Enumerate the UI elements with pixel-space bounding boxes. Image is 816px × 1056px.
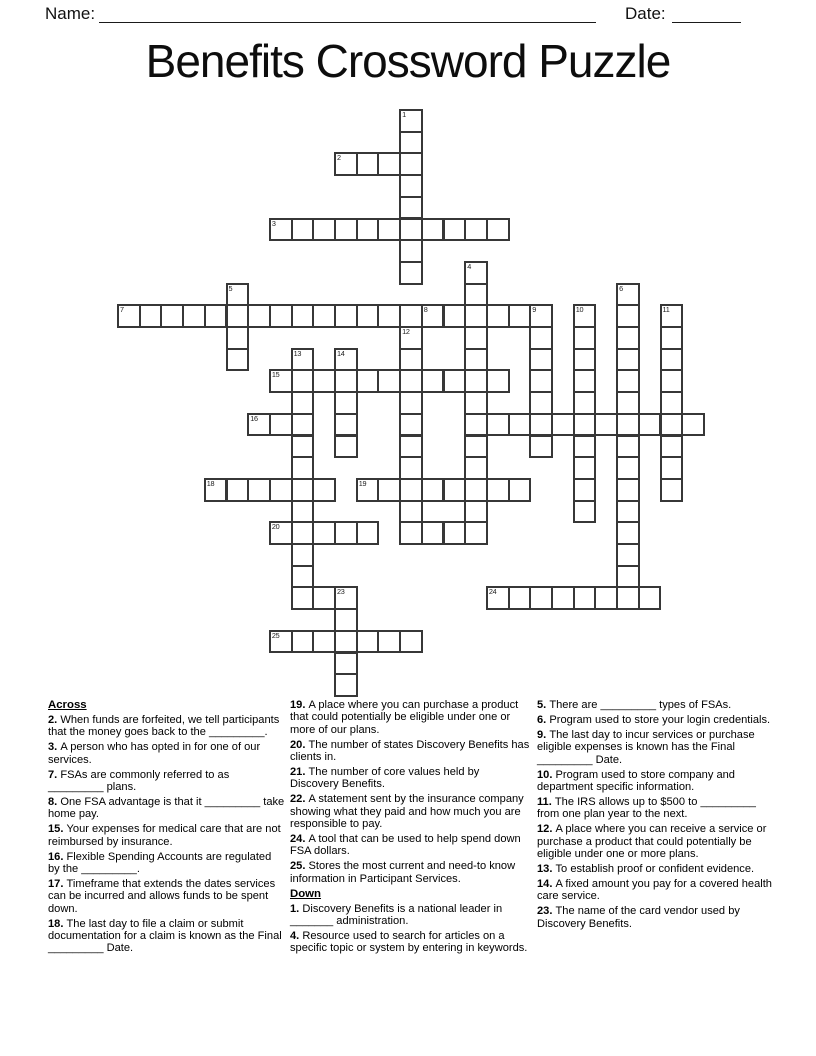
grid-cell	[508, 304, 532, 328]
grid-cell	[399, 521, 423, 545]
grid-cell-number: 24	[488, 587, 497, 597]
grid-cell	[529, 304, 553, 328]
grid-cell	[616, 521, 640, 545]
grid-cell	[356, 152, 380, 176]
grid-cell	[421, 304, 445, 328]
grid-cell-number: 18	[206, 478, 215, 488]
grid-cell-number: 5	[228, 283, 233, 293]
grid-cell	[660, 456, 684, 480]
grid-cell-number: 7	[120, 305, 124, 315]
clue-section-header: Down	[290, 887, 322, 900]
grid-cell	[291, 391, 315, 415]
grid-cell	[182, 304, 206, 328]
grid-cell	[334, 630, 358, 654]
clue: 18. The last day to file a claim or submit documentation for a claim is known as the Final _________ Date.	[48, 917, 282, 955]
grid-cell	[356, 218, 380, 242]
clue-number: 4.	[290, 930, 303, 942]
clue: 25. Stores the most current and need-to know information in Participant Services.	[290, 860, 516, 885]
clue-number: 23.	[537, 905, 556, 918]
grid-cell	[486, 586, 510, 610]
grid-cell	[334, 391, 358, 415]
grid-cell	[377, 304, 401, 328]
clue-number: 17.	[48, 877, 67, 890]
grid-cell	[356, 630, 380, 654]
grid-cell	[399, 304, 423, 328]
grid-cell	[464, 435, 488, 459]
clue: 19. A place where you can purchase a product that could potentially be eligible under one or more of our plans.	[290, 699, 519, 736]
grid-cell	[616, 283, 640, 307]
grid-cell	[616, 586, 640, 610]
grid-cell-number: 15	[271, 370, 280, 380]
grid-cell	[399, 500, 423, 524]
grid-cell	[226, 348, 250, 372]
grid-cell	[464, 326, 488, 350]
grid-cell	[160, 304, 184, 328]
clue-number: 18.	[48, 917, 67, 930]
grid-cell	[660, 326, 684, 350]
clue-number: 15.	[48, 823, 67, 836]
grid-cell	[312, 304, 336, 328]
clue-number: 22.	[290, 793, 309, 806]
grid-cell	[312, 478, 336, 502]
grid-cell	[399, 109, 423, 133]
grid-cell	[443, 304, 467, 328]
clue-number: 7.	[48, 768, 61, 781]
name-blank-line	[99, 22, 596, 23]
date-label: Date:	[625, 4, 666, 23]
grid-cell	[269, 630, 293, 654]
grid-cell	[399, 348, 423, 372]
grid-cell	[616, 348, 640, 372]
clue: 2. When funds are forfeited, we tell participants that the money goes back to the _________.	[48, 714, 280, 739]
clue: 21. The number of core values held by Discovery Benefits.	[290, 766, 480, 791]
clue: 22. A statement sent by the insurance company showing what they paid and how much you are responsible to pay.	[290, 793, 524, 831]
grid-cell	[377, 152, 401, 176]
grid-cell	[312, 630, 336, 654]
grid-cell	[291, 500, 315, 524]
grid-cell	[377, 369, 401, 393]
grid-cell-number: 13	[293, 348, 302, 358]
grid-cell	[269, 369, 293, 393]
grid-cell	[399, 413, 423, 437]
clue: 23. The name of the card vendor used by Discovery Benefits.	[537, 905, 740, 930]
grid-cell	[399, 630, 423, 654]
grid-cell	[443, 218, 467, 242]
grid-cell	[443, 478, 467, 502]
grid-cell	[616, 500, 640, 524]
grid-cell	[529, 435, 553, 459]
grid-cell	[443, 369, 467, 393]
grid-cell	[421, 218, 445, 242]
grid-cell	[204, 478, 228, 502]
grid-cell-number: 23	[337, 587, 345, 597]
clue-number: 24.	[290, 833, 309, 846]
grid-cell	[247, 304, 271, 328]
grid-cell	[399, 369, 423, 393]
grid-cell	[356, 478, 380, 502]
grid-cell	[399, 218, 423, 242]
grid-cell	[573, 413, 597, 437]
clue: 12. A place where you can receive a service or purchase a product that could potentially be eligible under one or more plans.	[537, 823, 767, 860]
grid-cell	[291, 565, 315, 589]
clue-number: 25.	[290, 860, 309, 873]
grid-cell	[616, 413, 640, 437]
grid-cell	[529, 413, 553, 437]
grid-cell-number: 1	[402, 110, 406, 119]
clue-number: 1.	[290, 902, 303, 915]
grid-cell	[226, 283, 250, 307]
grid-cell	[291, 413, 315, 437]
grid-cell	[312, 218, 336, 242]
grid-cell	[421, 478, 445, 502]
grid-cell	[399, 239, 423, 263]
grid-cell	[573, 478, 597, 502]
grid-cell	[660, 348, 684, 372]
grid-cell	[486, 478, 510, 502]
clue: 4. Resource used to search for articles on a specific topic or system by entering in keywords.	[290, 930, 528, 955]
clue: 17. Timeframe that extends the dates services can be incurred and allows funds to be spent down.	[48, 877, 276, 915]
grid-cell	[226, 326, 250, 350]
clue: 20. The number of states Discovery Benefits has clients in.	[290, 738, 530, 764]
grid-cell-number: 2	[337, 153, 341, 163]
clue-number: 12.	[537, 823, 556, 836]
grid-cell-number: 11	[662, 305, 670, 315]
clue-number: 2.	[48, 714, 61, 726]
grid-cell	[616, 369, 640, 393]
grid-cell	[573, 369, 597, 393]
clue: 7. FSAs are commonly referred to as _________ plans.	[48, 768, 230, 794]
grid-cell	[247, 413, 271, 437]
grid-cell	[269, 218, 293, 242]
grid-cell	[573, 435, 597, 459]
clue-number: 19.	[290, 699, 309, 711]
clue: 9. The last day to incur services or purchase eligible expenses is known has the Final _________ Date.	[537, 728, 755, 766]
clue: 6. Program used to store your login credentials.	[537, 713, 771, 726]
grid-cell	[464, 369, 488, 393]
grid-cell	[616, 391, 640, 415]
grid-cell	[616, 304, 640, 328]
clue: 16. Flexible Spending Accounts are regulated by the _________.	[48, 850, 272, 875]
grid-cell	[399, 326, 423, 350]
grid-cell	[660, 304, 684, 328]
grid-cell	[638, 586, 662, 610]
grid-cell	[616, 478, 640, 502]
grid-cell	[421, 369, 445, 393]
grid-cell	[334, 608, 358, 632]
grid-cell	[660, 478, 684, 502]
grid-cell	[226, 478, 250, 502]
clue-number: 14.	[537, 877, 556, 890]
grid-cell	[291, 543, 315, 567]
clue-section-header: Across	[48, 699, 87, 711]
grid-cell	[551, 413, 575, 437]
grid-cell-number: 3	[271, 218, 276, 228]
clue-number: 13.	[537, 862, 556, 875]
grid-cell	[529, 369, 553, 393]
grid-cell	[464, 391, 488, 415]
grid-cell	[312, 586, 336, 610]
clue-column	[290, 699, 531, 957]
grid-cell	[573, 326, 597, 350]
clue: 1. Discovery Benefits is a national leader in _______ administration.	[290, 902, 503, 928]
grid-cell	[464, 348, 488, 372]
grid-cell	[464, 283, 488, 307]
grid-cell	[399, 478, 423, 502]
clue: 3. A person who has opted in for one of our services.	[48, 741, 261, 766]
grid-cell	[247, 478, 271, 502]
grid-cell	[573, 586, 597, 610]
grid-cell	[443, 521, 467, 545]
grid-cell	[573, 348, 597, 372]
grid-cell	[594, 413, 618, 437]
grid-cell	[377, 218, 401, 242]
grid-cell	[291, 478, 315, 502]
grid-cell-number: 20	[271, 522, 280, 532]
grid-cell	[291, 435, 315, 459]
clue: 10. Program used to store company and department specific information.	[537, 768, 735, 793]
grid-cell	[660, 435, 684, 459]
grid-cell	[464, 456, 488, 480]
grid-cell-number: 19	[358, 478, 367, 488]
grid-cell	[529, 326, 553, 350]
grid-cell	[334, 218, 358, 242]
grid-cell	[660, 369, 684, 393]
grid-cell	[464, 218, 488, 242]
grid-cell-number: 8	[423, 305, 428, 315]
grid-cell	[291, 369, 315, 393]
grid-cell	[464, 261, 488, 285]
grid-cell-number: 14	[337, 348, 345, 358]
grid-cell	[334, 348, 358, 372]
grid-cell	[486, 413, 510, 437]
grid-cell	[399, 391, 423, 415]
clue-column	[48, 699, 286, 957]
clue-number: 20.	[290, 738, 309, 751]
grid-cell	[269, 478, 293, 502]
clue-number: 16.	[48, 850, 67, 863]
grid-cell	[312, 369, 336, 393]
grid-cell	[660, 413, 684, 437]
grid-cell	[291, 521, 315, 545]
grid-cell	[486, 304, 510, 328]
grid-cell	[616, 435, 640, 459]
grid-cell-number: 6	[619, 283, 623, 293]
grid-cell	[269, 413, 293, 437]
grid-cell	[681, 413, 705, 437]
grid-cell	[616, 456, 640, 480]
grid-cell	[573, 304, 597, 328]
grid-cell	[291, 218, 315, 242]
grid-cell-number: 9	[532, 305, 537, 315]
clue: 11. The IRS allows up to $500 to _________ from one plan year to the next.	[537, 795, 756, 821]
grid-cell	[334, 652, 358, 676]
grid-cell	[551, 586, 575, 610]
clue-number: 6.	[537, 713, 550, 726]
grid-cell	[616, 326, 640, 350]
clue-number: 10.	[537, 768, 556, 781]
grid-cell	[616, 543, 640, 567]
grid-cell	[377, 630, 401, 654]
clue: 15. Your expenses for medical care that are not reimbursed by insurance.	[48, 823, 281, 848]
grid-cell	[226, 304, 250, 328]
grid-cell	[312, 521, 336, 545]
grid-cell	[464, 500, 488, 524]
grid-cell	[291, 304, 315, 328]
grid-cell	[486, 369, 510, 393]
grid-cell-number: 16	[250, 413, 258, 423]
name-label: Name:	[45, 4, 96, 23]
clue-number: 11.	[537, 795, 555, 808]
grid-cell-number: 25	[271, 630, 280, 640]
grid-cell	[638, 413, 662, 437]
grid-cell	[573, 391, 597, 415]
grid-cell	[399, 131, 423, 155]
grid-cell	[291, 348, 315, 372]
grid-cell	[660, 391, 684, 415]
grid-cell	[291, 630, 315, 654]
grid-cell	[356, 521, 380, 545]
grid-cell	[334, 673, 358, 697]
clue-number: 21.	[290, 766, 309, 779]
grid-cell	[356, 304, 380, 328]
grid-cell	[117, 304, 141, 328]
grid-cell	[529, 391, 553, 415]
grid-cell-number: 4	[467, 261, 471, 271]
clue-number: 9.	[537, 728, 550, 741]
clue: 24. A tool that can be used to help spend down FSA dollars.	[290, 833, 521, 858]
grid-cell	[399, 152, 423, 176]
clue-number: 5.	[537, 699, 550, 711]
grid-cell	[464, 304, 488, 328]
grid-cell	[508, 586, 532, 610]
grid-cell	[464, 521, 488, 545]
grid-cell	[573, 500, 597, 524]
grid-cell	[508, 413, 532, 437]
grid-cell	[573, 456, 597, 480]
grid-cell	[616, 565, 640, 589]
grid-cell	[334, 586, 358, 610]
clue: 8. One FSA advantage is that it _________ take home pay.	[48, 795, 285, 821]
clue: 13. To establish proof or confident evidence.	[537, 862, 755, 875]
grid-cell	[334, 435, 358, 459]
grid-cell	[269, 521, 293, 545]
grid-cell	[291, 456, 315, 480]
grid-cell	[334, 304, 358, 328]
grid-cell	[291, 586, 315, 610]
grid-cell-number: 12	[402, 327, 410, 336]
grid-cell	[464, 413, 488, 437]
grid-cell	[421, 521, 445, 545]
grid-cell	[269, 304, 293, 328]
grid-cell	[356, 369, 380, 393]
grid-cell	[399, 174, 423, 198]
grid-cell	[594, 586, 618, 610]
grid-cell	[529, 348, 553, 372]
grid-cell	[334, 369, 358, 393]
grid-cell-number: 10	[575, 305, 584, 315]
clue: 5. There are _________ types of FSAs.	[537, 699, 732, 711]
clue-number: 3.	[48, 741, 61, 754]
grid-cell	[334, 521, 358, 545]
grid-cell	[377, 478, 401, 502]
date-blank-line	[672, 22, 741, 23]
grid-cell	[334, 152, 358, 176]
grid-cell	[399, 456, 423, 480]
grid-cell	[139, 304, 163, 328]
grid-cell	[486, 218, 510, 242]
grid-cell	[399, 196, 423, 220]
grid-cell	[529, 586, 553, 610]
grid-cell	[508, 478, 532, 502]
grid-cell	[464, 478, 488, 502]
clue-number: 8.	[48, 795, 61, 808]
grid-cell	[204, 304, 228, 328]
grid-cell	[399, 435, 423, 459]
grid-cell	[334, 413, 358, 437]
clue-column	[537, 699, 774, 932]
grid-cell	[399, 261, 423, 285]
clue: 14. A fixed amount you pay for a covered health care service.	[537, 877, 772, 903]
page-title: Benefits Crossword Puzzle	[145, 35, 671, 87]
